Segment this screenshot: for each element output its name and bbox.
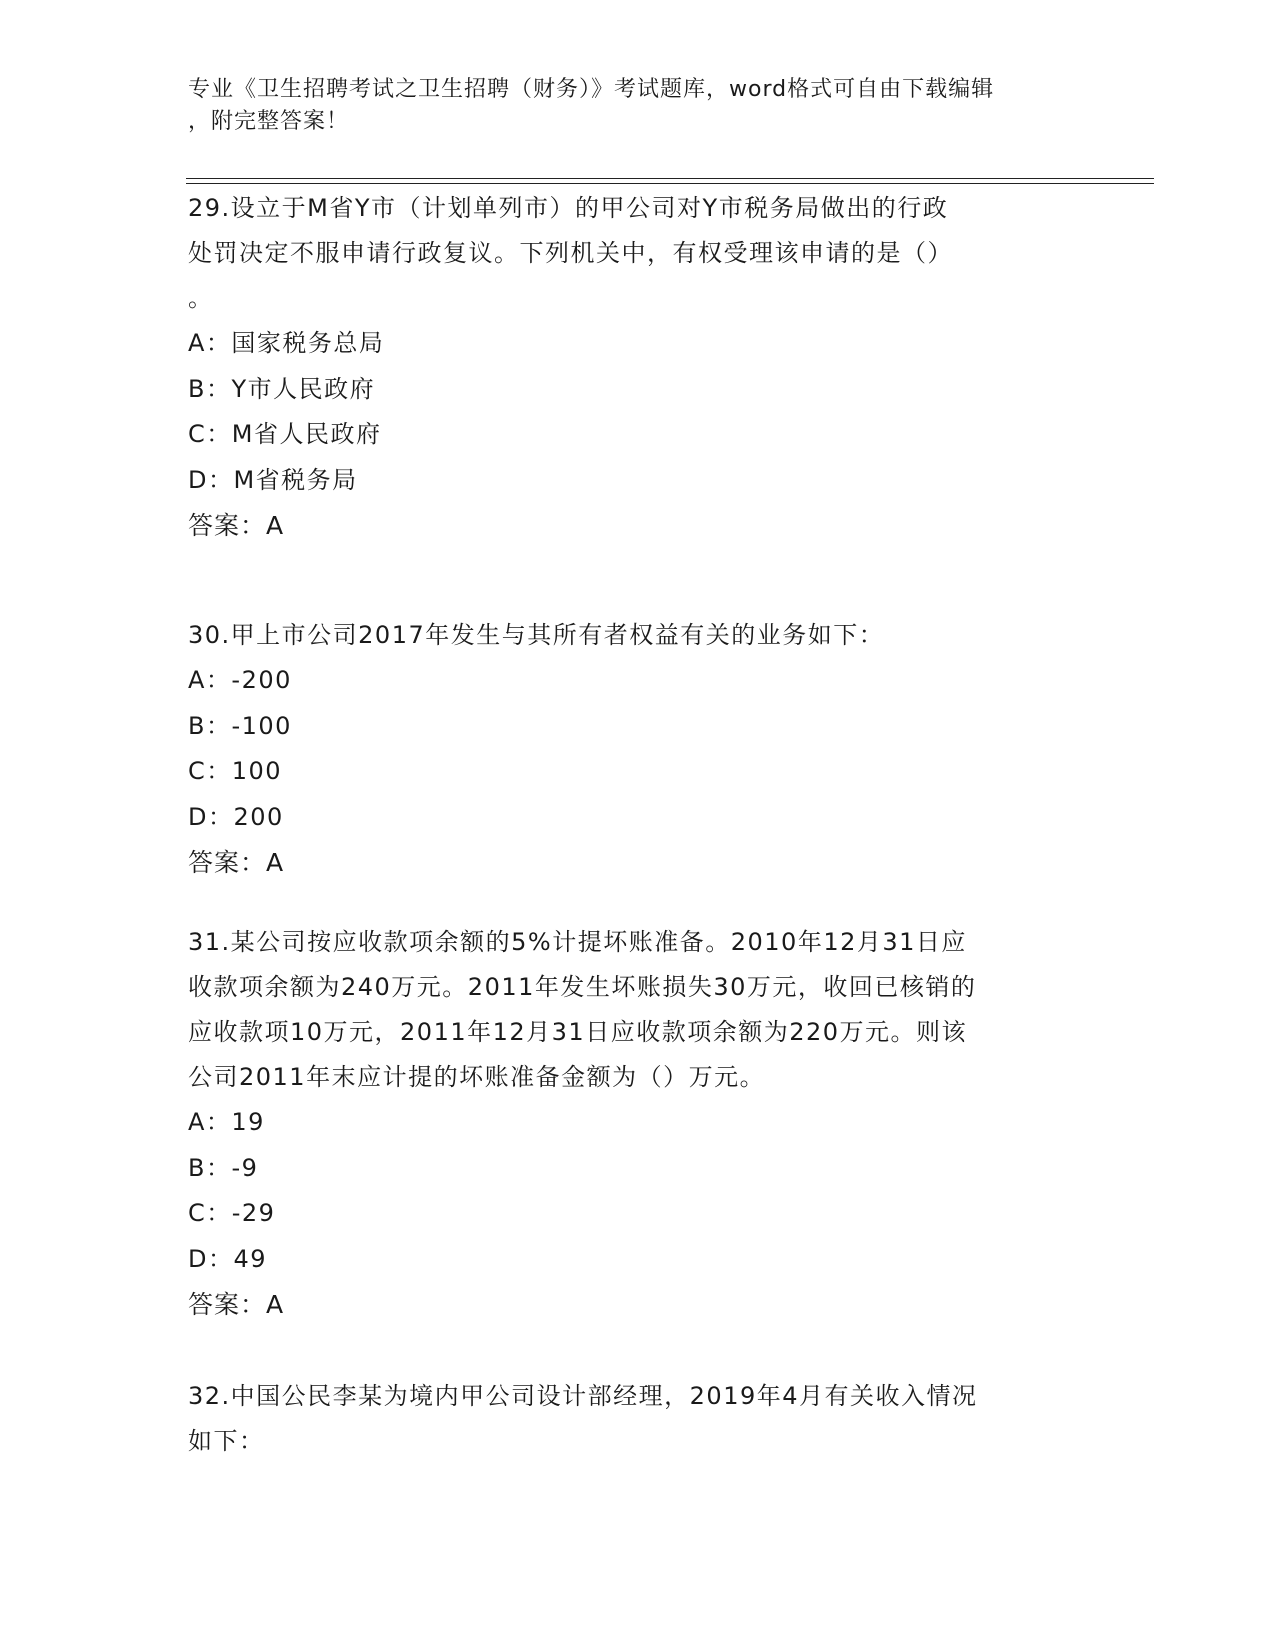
question-stem — [188, 613, 1088, 658]
stem-line: 31.某公司按应收款项余额的5%计提坏账准备。2010年12月31日应 — [188, 928, 967, 956]
question-29 — [188, 186, 1088, 548]
question-30 — [188, 613, 1088, 885]
stem-line: 收款项余额为240万元。2011年发生坏账损失30万元，收回已核销的 — [188, 973, 977, 1001]
option-a: A：-200 — [188, 666, 292, 694]
answer: 答案：A — [188, 511, 285, 540]
question-stem — [188, 186, 1088, 321]
header-line-2: ，附完整答案！ — [188, 109, 350, 134]
option-c: C：100 — [188, 757, 283, 785]
option-c: C：M省人民政府 — [188, 420, 382, 448]
question-stem — [188, 920, 1088, 1100]
option-b: B：Y市人民政府 — [188, 374, 376, 403]
stem-line: 如下： — [188, 1427, 265, 1455]
header-line-1: 专业《卫生招聘考试之卫生招聘（财务）》考试题库，word格式可自由下载编辑 — [188, 77, 995, 102]
stem-line: 32.中国公民李某为境内甲公司设计部经理，2019年4月有关收入情况 — [188, 1382, 978, 1410]
question-31 — [188, 920, 1088, 1327]
stem-line: 30.甲上市公司2017年发生与其所有者权益有关的业务如下： — [188, 621, 885, 649]
header-divider-top — [186, 178, 1154, 179]
document-header — [188, 74, 1088, 138]
stem-line: 29.设立于M省Y市（计划单列市）的甲公司对Y市税务局做出的行政 — [188, 194, 949, 222]
option-d: D：49 — [188, 1244, 268, 1273]
stem-line: 。 — [188, 284, 214, 312]
header-divider-bottom — [186, 183, 1154, 184]
option-d: D：200 — [188, 802, 284, 831]
option-a: A：19 — [188, 1108, 265, 1136]
answer: 答案：A — [188, 1290, 285, 1319]
option-b: B：-100 — [188, 711, 292, 740]
option-d: D：M省税务局 — [188, 465, 358, 494]
question-32 — [188, 1374, 1088, 1464]
question-stem — [188, 1374, 1088, 1464]
option-c: C：-29 — [188, 1199, 276, 1227]
option-b: B：-9 — [188, 1153, 259, 1182]
answer: 答案：A — [188, 848, 285, 877]
option-a: A：国家税务总局 — [188, 329, 385, 357]
stem-line: 应收款项10万元，2011年12月31日应收款项余额为220万元。则该 — [188, 1018, 968, 1046]
stem-line: 公司2011年末应计提的坏账准备金额为（）万元。 — [188, 1063, 766, 1091]
stem-line: 处罚决定不服申请行政复议。下列机关中，有权受理该申请的是（） — [188, 239, 953, 267]
